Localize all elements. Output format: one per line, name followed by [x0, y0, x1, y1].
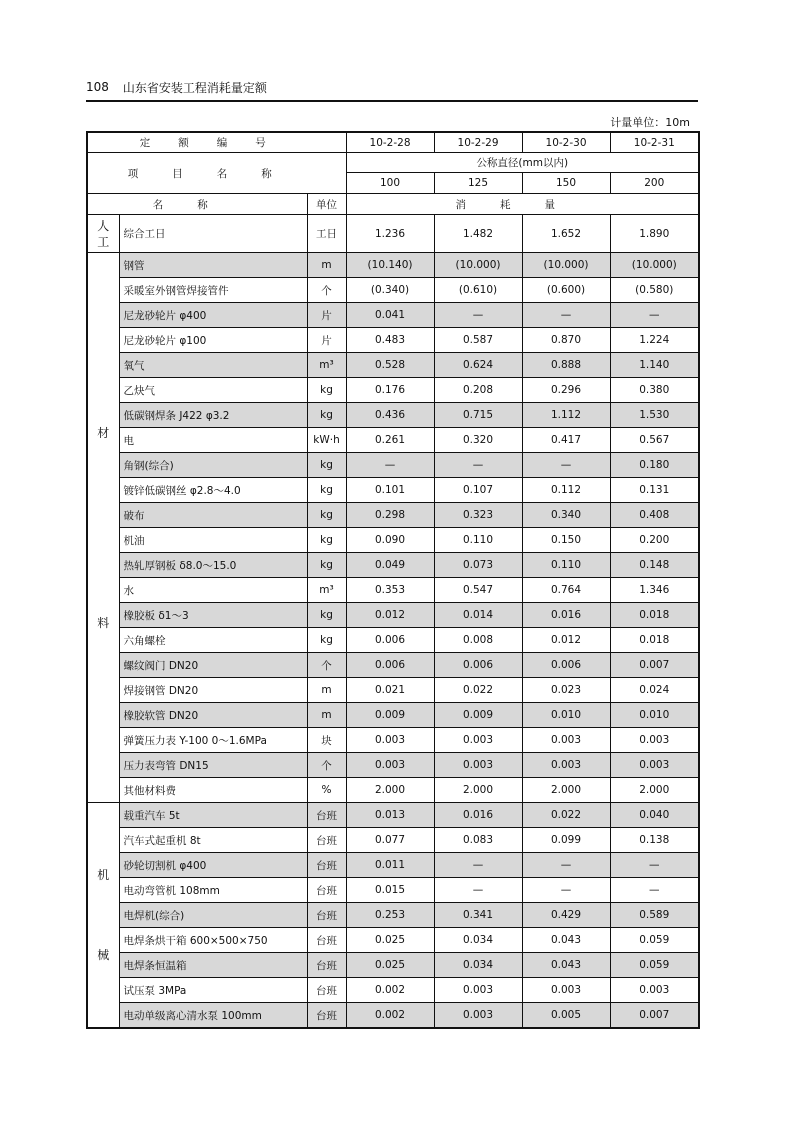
item-unit: kg: [307, 503, 346, 528]
consumption-value: (0.610): [434, 278, 522, 303]
item-unit: 个: [307, 278, 346, 303]
consumption-value: 0.043: [522, 928, 610, 953]
consumption-value: 1.530: [610, 403, 699, 428]
table-row: [87, 903, 699, 928]
consumption-value: 1.224: [610, 328, 699, 353]
consumption-value: 0.417: [522, 428, 610, 453]
consumption-value: 1.482: [434, 215, 522, 253]
consumption-value: 0.007: [610, 653, 699, 678]
item-unit: kg: [307, 628, 346, 653]
page-number: 108: [86, 80, 109, 94]
consumption-value: (0.340): [346, 278, 434, 303]
item-unit: kg: [307, 553, 346, 578]
consumption-value: 0.014: [434, 603, 522, 628]
consumption-value: 0.003: [434, 753, 522, 778]
table-row: [87, 453, 699, 478]
consumption-value: (10.000): [522, 253, 610, 278]
consumption-value: 0.099: [522, 828, 610, 853]
consumption-value: 1.652: [522, 215, 610, 253]
consumption-value: 0.012: [522, 628, 610, 653]
consumption-value: 0.077: [346, 828, 434, 853]
diameter-cell: 125: [434, 173, 522, 194]
table-row: [87, 1003, 699, 1029]
item-name: 砂轮切割机 φ400: [119, 853, 307, 878]
consumption-value: 0.016: [522, 603, 610, 628]
table-row: [87, 628, 699, 653]
item-unit: 台班: [307, 978, 346, 1003]
item-name: 电焊机(综合): [119, 903, 307, 928]
item-name: 采暖室外钢管焊接管件: [119, 278, 307, 303]
quota-code-row: [87, 132, 699, 153]
table-row: [87, 253, 699, 278]
consumption-value: 0.018: [610, 603, 699, 628]
quota-code-cell: 10-2-28: [346, 132, 434, 153]
table-row: [87, 878, 699, 903]
consumption-value: 0.007: [610, 1003, 699, 1029]
consumption-value: 0.003: [434, 978, 522, 1003]
item-name: 汽车式起重机 8t: [119, 828, 307, 853]
consumption-value: 0.003: [610, 728, 699, 753]
consumption-value: (0.580): [610, 278, 699, 303]
spec-row: [87, 153, 699, 173]
item-name: 载重汽车 5t: [119, 803, 307, 828]
table-row: [87, 503, 699, 528]
consumption-value: 0.180: [610, 453, 699, 478]
consumption-value: 0.261: [346, 428, 434, 453]
consumption-value: —: [610, 853, 699, 878]
consumption-value: 0.003: [434, 1003, 522, 1029]
consumption-value: 2.000: [346, 778, 434, 803]
item-name: 电动弯管机 108mm: [119, 878, 307, 903]
item-name: 电焊条恒温箱: [119, 953, 307, 978]
consumption-value: 0.715: [434, 403, 522, 428]
item-unit: 台班: [307, 953, 346, 978]
consumption-value: 0.208: [434, 378, 522, 403]
table-row: [87, 428, 699, 453]
consumption-value: 0.013: [346, 803, 434, 828]
consumption-value: —: [522, 303, 610, 328]
category-char: 机: [97, 868, 110, 882]
table-row: [87, 378, 699, 403]
category-char: 人: [97, 218, 110, 233]
table-row: [87, 353, 699, 378]
table-row: [87, 578, 699, 603]
item-unit: 台班: [307, 903, 346, 928]
consumption-value: 0.022: [434, 678, 522, 703]
consumption-value: 0.587: [434, 328, 522, 353]
consumption-value: 0.023: [522, 678, 610, 703]
table-row: [87, 978, 699, 1003]
consumption-value: 0.353: [346, 578, 434, 603]
item-name: 电: [119, 428, 307, 453]
consumption-value: 1.236: [346, 215, 434, 253]
consumption-value: 0.003: [522, 753, 610, 778]
consumption-value: 0.015: [346, 878, 434, 903]
consumption-value: 0.025: [346, 928, 434, 953]
table-row: [87, 803, 699, 828]
category-char: 械: [97, 948, 110, 962]
diameter-cell: 100: [346, 173, 434, 194]
category-cell: [87, 215, 119, 253]
col-unit-header: 单位: [307, 194, 346, 215]
category-char: 料: [97, 615, 110, 630]
column-header-row: [87, 194, 699, 215]
item-name: 焊接钢管 DN20: [119, 678, 307, 703]
table-row: [87, 403, 699, 428]
consumption-value: 0.025: [346, 953, 434, 978]
table-row: [87, 478, 699, 503]
measurement-unit-note: 计量单位：10m: [610, 116, 690, 129]
consumption-value: 0.003: [434, 728, 522, 753]
consumption-value: 0.003: [522, 978, 610, 1003]
item-name: 氧气: [119, 353, 307, 378]
consumption-value: 0.006: [434, 653, 522, 678]
consumption-value: 0.320: [434, 428, 522, 453]
item-unit: kg: [307, 478, 346, 503]
item-unit: 台班: [307, 803, 346, 828]
table-row: [87, 603, 699, 628]
table-row: [87, 215, 699, 253]
header-divider: [86, 100, 698, 102]
consumption-value: 0.002: [346, 1003, 434, 1029]
item-unit: kg: [307, 603, 346, 628]
item-unit: 工日: [307, 215, 346, 253]
consumption-value: 0.012: [346, 603, 434, 628]
item-name: 其他材料费: [119, 778, 307, 803]
category-cell: [87, 803, 119, 1029]
consumption-value: 0.380: [610, 378, 699, 403]
consumption-value: 0.003: [346, 753, 434, 778]
item-unit: 片: [307, 303, 346, 328]
item-unit: 台班: [307, 828, 346, 853]
consumption-value: 0.006: [346, 628, 434, 653]
consumption-value: 1.890: [610, 215, 699, 253]
consumption-value: 0.110: [434, 528, 522, 553]
category-char: 材: [97, 425, 110, 440]
consumption-value: (0.600): [522, 278, 610, 303]
item-unit: 台班: [307, 928, 346, 953]
item-name: 六角螺栓: [119, 628, 307, 653]
consumption-value: 0.298: [346, 503, 434, 528]
consumption-value: 0.010: [610, 703, 699, 728]
col-name-header: 名称: [87, 194, 307, 215]
consumption-value: (10.140): [346, 253, 434, 278]
consumption-value: 2.000: [522, 778, 610, 803]
consumption-value: 0.009: [346, 703, 434, 728]
consumption-value: 1.346: [610, 578, 699, 603]
consumption-value: 0.101: [346, 478, 434, 503]
item-unit: m³: [307, 578, 346, 603]
consumption-value: 0.043: [522, 953, 610, 978]
consumption-value: (10.000): [610, 253, 699, 278]
item-unit: 个: [307, 653, 346, 678]
item-name: 角钢(综合): [119, 453, 307, 478]
consumption-value: 0.131: [610, 478, 699, 503]
item-unit: 台班: [307, 853, 346, 878]
item-unit: kW·h: [307, 428, 346, 453]
item-unit: m³: [307, 353, 346, 378]
consumption-value: —: [522, 878, 610, 903]
consumption-value: 0.148: [610, 553, 699, 578]
item-name: 试压泵 3MPa: [119, 978, 307, 1003]
consumption-value: 0.059: [610, 928, 699, 953]
item-name: 钢管: [119, 253, 307, 278]
item-name: 水: [119, 578, 307, 603]
consumption-value: 0.034: [434, 928, 522, 953]
consumption-value: —: [522, 453, 610, 478]
table-row: [87, 278, 699, 303]
consumption-quota-table: [86, 131, 700, 1029]
item-name: 乙炔气: [119, 378, 307, 403]
table-row: [87, 778, 699, 803]
table-row: [87, 828, 699, 853]
item-name: 综合工日: [119, 215, 307, 253]
consumption-value: 0.589: [610, 903, 699, 928]
item-name: 电动单级离心清水泵 100mm: [119, 1003, 307, 1029]
item-name: 机油: [119, 528, 307, 553]
consumption-value: 0.024: [610, 678, 699, 703]
consumption-value: 0.073: [434, 553, 522, 578]
consumption-value: 0.003: [610, 978, 699, 1003]
item-name-label: 项目名称: [87, 153, 346, 194]
consumption-value: 0.483: [346, 328, 434, 353]
quota-code-label: 定额编号: [87, 132, 346, 153]
consumption-value: 0.003: [610, 753, 699, 778]
consumption-value: 0.150: [522, 528, 610, 553]
item-unit: kg: [307, 453, 346, 478]
consumption-value: 0.006: [522, 653, 610, 678]
consumption-value: —: [434, 303, 522, 328]
table-row: [87, 728, 699, 753]
consumption-value: 0.009: [434, 703, 522, 728]
item-name: 螺纹阀门 DN20: [119, 653, 307, 678]
consumption-value: 0.870: [522, 328, 610, 353]
consumption-value: 0.341: [434, 903, 522, 928]
item-unit: 台班: [307, 1003, 346, 1029]
item-unit: 块: [307, 728, 346, 753]
consumption-value: 0.041: [346, 303, 434, 328]
consumption-value: 0.176: [346, 378, 434, 403]
consumption-value: 0.340: [522, 503, 610, 528]
table-row: [87, 303, 699, 328]
item-name: 弹簧压力表 Y-100 0～1.6MPa: [119, 728, 307, 753]
consumption-value: 0.034: [434, 953, 522, 978]
consumption-value: 0.200: [610, 528, 699, 553]
table-row: [87, 953, 699, 978]
item-name: 橡胶板 δ1～3: [119, 603, 307, 628]
consumption-value: 0.018: [610, 628, 699, 653]
consumption-value: 0.624: [434, 353, 522, 378]
consumption-value: 0.429: [522, 903, 610, 928]
consumption-value: —: [522, 853, 610, 878]
consumption-value: 0.296: [522, 378, 610, 403]
item-name: 尼龙砂轮片 φ100: [119, 328, 307, 353]
item-name: 尼龙砂轮片 φ400: [119, 303, 307, 328]
consumption-value: 0.083: [434, 828, 522, 853]
consumption-value: —: [434, 878, 522, 903]
consumption-value: 0.547: [434, 578, 522, 603]
item-unit: %: [307, 778, 346, 803]
consumption-value: 0.016: [434, 803, 522, 828]
consumption-value: 0.049: [346, 553, 434, 578]
consumption-value: —: [434, 853, 522, 878]
consumption-value: 0.090: [346, 528, 434, 553]
consumption-value: 0.110: [522, 553, 610, 578]
consumption-value: 0.112: [522, 478, 610, 503]
item-unit: m: [307, 253, 346, 278]
consumption-value: 0.253: [346, 903, 434, 928]
consumption-value: 0.022: [522, 803, 610, 828]
item-name: 低碳钢焊条 J422 φ3.2: [119, 403, 307, 428]
consumption-value: 0.138: [610, 828, 699, 853]
category-char: 工: [97, 234, 110, 249]
table-row: [87, 653, 699, 678]
consumption-value: 0.040: [610, 803, 699, 828]
item-name: 镀锌低碳钢丝 φ2.8～4.0: [119, 478, 307, 503]
consumption-value: 0.408: [610, 503, 699, 528]
consumption-value: 0.323: [434, 503, 522, 528]
table-row: [87, 328, 699, 353]
table-row: [87, 753, 699, 778]
consumption-value: 0.764: [522, 578, 610, 603]
consumption-value: 0.010: [522, 703, 610, 728]
category-cell: [87, 253, 119, 803]
item-name: 压力表弯管 DN15: [119, 753, 307, 778]
item-name: 破布: [119, 503, 307, 528]
consumption-value: 0.528: [346, 353, 434, 378]
consumption-value: 0.021: [346, 678, 434, 703]
consumption-value: 0.006: [346, 653, 434, 678]
item-unit: kg: [307, 528, 346, 553]
item-name: 热轧厚钢板 δ8.0～15.0: [119, 553, 307, 578]
consumption-value: 0.107: [434, 478, 522, 503]
consumption-value: —: [610, 303, 699, 328]
item-name: 电焊条烘干箱 600×500×750: [119, 928, 307, 953]
diameter-cell: 200: [610, 173, 699, 194]
book-title: 山东省安装工程消耗量定额: [122, 80, 267, 95]
consumption-value: —: [434, 453, 522, 478]
consumption-value: 0.436: [346, 403, 434, 428]
consumption-value: 0.005: [522, 1003, 610, 1029]
consumption-value: —: [610, 878, 699, 903]
item-name: 橡胶软管 DN20: [119, 703, 307, 728]
consumption-value: 0.008: [434, 628, 522, 653]
quota-code-cell: 10-2-31: [610, 132, 699, 153]
spec-label: 公称直径(mm以内): [346, 153, 699, 173]
consumption-value: 2.000: [434, 778, 522, 803]
table-row: [87, 553, 699, 578]
consumption-value: 1.140: [610, 353, 699, 378]
consumption-value: 0.002: [346, 978, 434, 1003]
consumption-value: 2.000: [610, 778, 699, 803]
item-unit: 片: [307, 328, 346, 353]
item-unit: m: [307, 703, 346, 728]
table-row: [87, 678, 699, 703]
consumption-value: 1.112: [522, 403, 610, 428]
table-row: [87, 928, 699, 953]
col-consumption-header: 消耗量: [346, 194, 699, 215]
consumption-value: —: [346, 453, 434, 478]
consumption-value: 0.011: [346, 853, 434, 878]
item-unit: kg: [307, 378, 346, 403]
consumption-value: 0.888: [522, 353, 610, 378]
table-row: [87, 528, 699, 553]
consumption-value: 0.567: [610, 428, 699, 453]
consumption-value: 0.003: [522, 728, 610, 753]
quota-code-cell: 10-2-29: [434, 132, 522, 153]
consumption-value: (10.000): [434, 253, 522, 278]
table-row: [87, 703, 699, 728]
item-unit: kg: [307, 403, 346, 428]
item-unit: m: [307, 678, 346, 703]
item-unit: 台班: [307, 878, 346, 903]
table-row: [87, 853, 699, 878]
diameter-cell: 150: [522, 173, 610, 194]
consumption-value: 0.059: [610, 953, 699, 978]
consumption-value: 0.003: [346, 728, 434, 753]
quota-code-cell: 10-2-30: [522, 132, 610, 153]
page-header: [86, 76, 698, 98]
item-unit: 个: [307, 753, 346, 778]
